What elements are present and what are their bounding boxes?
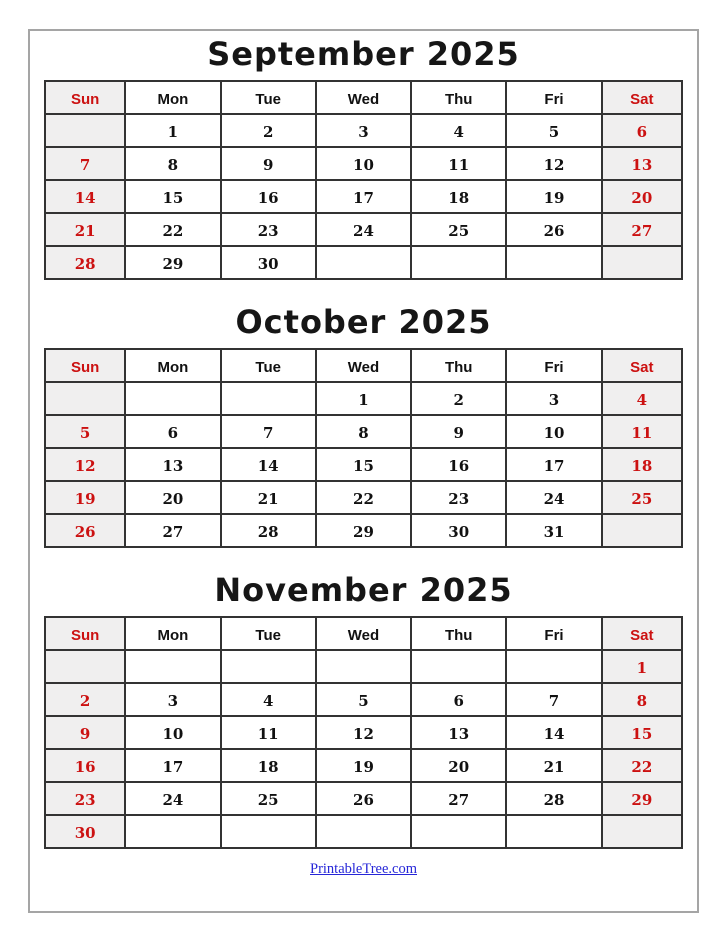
day-cell: 6 (411, 683, 506, 716)
day-cell: 2 (221, 114, 316, 147)
day-cell: 7 (45, 147, 125, 180)
day-cell (506, 650, 601, 683)
day-cell (221, 650, 316, 683)
day-cell (506, 246, 601, 279)
day-cell: 3 (125, 683, 220, 716)
day-cell: 29 (125, 246, 220, 279)
months-container (44, 35, 683, 849)
day-cell: 26 (506, 213, 601, 246)
month-calendar (44, 571, 683, 849)
day-cell: 23 (221, 213, 316, 246)
day-cell: 25 (221, 782, 316, 815)
day-cell: 24 (316, 213, 411, 246)
day-cell: 4 (411, 114, 506, 147)
day-cell: 29 (316, 514, 411, 547)
day-cell: 5 (45, 415, 125, 448)
day-cell: 2 (411, 382, 506, 415)
day-cell: 1 (602, 650, 682, 683)
day-cell: 11 (602, 415, 682, 448)
day-cell: 13 (602, 147, 682, 180)
week-row (45, 114, 682, 147)
day-cell: 24 (125, 782, 220, 815)
footer (44, 860, 683, 878)
week-row (45, 180, 682, 213)
day-cell: 10 (506, 415, 601, 448)
day-cell: 19 (45, 481, 125, 514)
day-cell: 13 (411, 716, 506, 749)
calendar-grid (44, 80, 683, 280)
week-row (45, 246, 682, 279)
week-row (45, 650, 682, 683)
day-cell: 21 (506, 749, 601, 782)
day-cell: 30 (221, 246, 316, 279)
month-title: October 2025 (235, 303, 492, 341)
day-cell: 20 (125, 481, 220, 514)
weekday-header-row (45, 617, 682, 650)
week-row (45, 213, 682, 246)
calendar-page (30, 31, 697, 878)
day-cell: 9 (45, 716, 125, 749)
week-row (45, 147, 682, 180)
week-row (45, 716, 682, 749)
weekday-header-cell: Tue (221, 349, 316, 382)
day-cell: 14 (45, 180, 125, 213)
day-cell: 1 (316, 382, 411, 415)
day-cell (45, 382, 125, 415)
weekday-header-cell: Thu (411, 617, 506, 650)
day-cell: 6 (125, 415, 220, 448)
day-cell: 19 (506, 180, 601, 213)
day-cell: 5 (316, 683, 411, 716)
day-cell: 24 (506, 481, 601, 514)
day-cell: 29 (602, 782, 682, 815)
day-cell: 10 (316, 147, 411, 180)
weekday-header-cell: Sun (45, 349, 125, 382)
day-cell: 6 (602, 114, 682, 147)
day-cell: 11 (221, 716, 316, 749)
day-cell: 22 (602, 749, 682, 782)
footer-link[interactable]: PrintableTree.com (310, 861, 417, 877)
week-row (45, 815, 682, 848)
day-cell: 27 (411, 782, 506, 815)
month-calendar (44, 35, 683, 280)
weekday-header-cell: Sat (602, 349, 682, 382)
day-cell (411, 246, 506, 279)
day-cell: 11 (411, 147, 506, 180)
day-cell: 27 (125, 514, 220, 547)
day-cell: 26 (316, 782, 411, 815)
month-title: September 2025 (207, 35, 520, 73)
day-cell: 4 (221, 683, 316, 716)
week-row (45, 448, 682, 481)
day-cell: 18 (602, 448, 682, 481)
weekday-header-cell: Mon (125, 81, 220, 114)
day-cell: 17 (125, 749, 220, 782)
day-cell: 28 (506, 782, 601, 815)
week-row (45, 415, 682, 448)
calendar-grid (44, 616, 683, 849)
day-cell (411, 815, 506, 848)
day-cell: 22 (316, 481, 411, 514)
day-cell: 30 (411, 514, 506, 547)
day-cell: 15 (125, 180, 220, 213)
day-cell (125, 650, 220, 683)
weekday-header-cell: Fri (506, 617, 601, 650)
day-cell: 16 (45, 749, 125, 782)
day-cell: 3 (506, 382, 601, 415)
day-cell: 14 (506, 716, 601, 749)
weekday-header-cell: Sun (45, 81, 125, 114)
day-cell: 7 (221, 415, 316, 448)
page-frame (28, 29, 699, 913)
day-cell: 18 (221, 749, 316, 782)
day-cell: 12 (316, 716, 411, 749)
weekday-header-cell: Wed (316, 81, 411, 114)
day-cell (316, 815, 411, 848)
week-row (45, 749, 682, 782)
week-row (45, 481, 682, 514)
day-cell: 16 (411, 448, 506, 481)
day-cell: 8 (316, 415, 411, 448)
day-cell: 31 (506, 514, 601, 547)
day-cell (316, 246, 411, 279)
day-cell: 12 (45, 448, 125, 481)
day-cell: 2 (45, 683, 125, 716)
day-cell: 5 (506, 114, 601, 147)
day-cell: 13 (125, 448, 220, 481)
week-row (45, 683, 682, 716)
day-cell: 8 (602, 683, 682, 716)
day-cell: 25 (411, 213, 506, 246)
weekday-header-cell: Thu (411, 81, 506, 114)
day-cell: 25 (602, 481, 682, 514)
day-cell (221, 382, 316, 415)
day-cell: 19 (316, 749, 411, 782)
weekday-header-cell: Sun (45, 617, 125, 650)
day-cell: 28 (45, 246, 125, 279)
day-cell (125, 815, 220, 848)
day-cell: 20 (602, 180, 682, 213)
day-cell: 9 (411, 415, 506, 448)
day-cell: 21 (221, 481, 316, 514)
day-cell (506, 815, 601, 848)
month-calendar (44, 303, 683, 548)
day-cell: 9 (221, 147, 316, 180)
day-cell: 7 (506, 683, 601, 716)
weekday-header-cell: Sat (602, 617, 682, 650)
day-cell: 26 (45, 514, 125, 547)
day-cell: 18 (411, 180, 506, 213)
day-cell: 3 (316, 114, 411, 147)
weekday-header-cell: Sat (602, 81, 682, 114)
weekday-header-cell: Fri (506, 81, 601, 114)
weekday-header-cell: Mon (125, 617, 220, 650)
weekday-header-cell: Mon (125, 349, 220, 382)
weekday-header-row (45, 81, 682, 114)
day-cell: 17 (316, 180, 411, 213)
weekday-header-cell: Thu (411, 349, 506, 382)
day-cell: 23 (45, 782, 125, 815)
day-cell: 23 (411, 481, 506, 514)
day-cell: 28 (221, 514, 316, 547)
day-cell (602, 246, 682, 279)
day-cell: 10 (125, 716, 220, 749)
week-row (45, 514, 682, 547)
weekday-header-cell: Tue (221, 81, 316, 114)
month-title: November 2025 (214, 571, 513, 609)
day-cell: 1 (125, 114, 220, 147)
day-cell (602, 514, 682, 547)
day-cell: 8 (125, 147, 220, 180)
calendar-grid (44, 348, 683, 548)
week-row (45, 782, 682, 815)
day-cell (221, 815, 316, 848)
day-cell: 12 (506, 147, 601, 180)
weekday-header-row (45, 349, 682, 382)
weekday-header-cell: Wed (316, 349, 411, 382)
day-cell: 27 (602, 213, 682, 246)
day-cell (45, 114, 125, 147)
day-cell (602, 815, 682, 848)
weekday-header-cell: Wed (316, 617, 411, 650)
day-cell (45, 650, 125, 683)
day-cell: 30 (45, 815, 125, 848)
day-cell: 15 (316, 448, 411, 481)
day-cell: 22 (125, 213, 220, 246)
day-cell: 17 (506, 448, 601, 481)
day-cell: 4 (602, 382, 682, 415)
day-cell (316, 650, 411, 683)
weekday-header-cell: Tue (221, 617, 316, 650)
day-cell (125, 382, 220, 415)
day-cell: 15 (602, 716, 682, 749)
weekday-header-cell: Fri (506, 349, 601, 382)
day-cell (411, 650, 506, 683)
day-cell: 16 (221, 180, 316, 213)
day-cell: 14 (221, 448, 316, 481)
week-row (45, 382, 682, 415)
day-cell: 21 (45, 213, 125, 246)
day-cell: 20 (411, 749, 506, 782)
